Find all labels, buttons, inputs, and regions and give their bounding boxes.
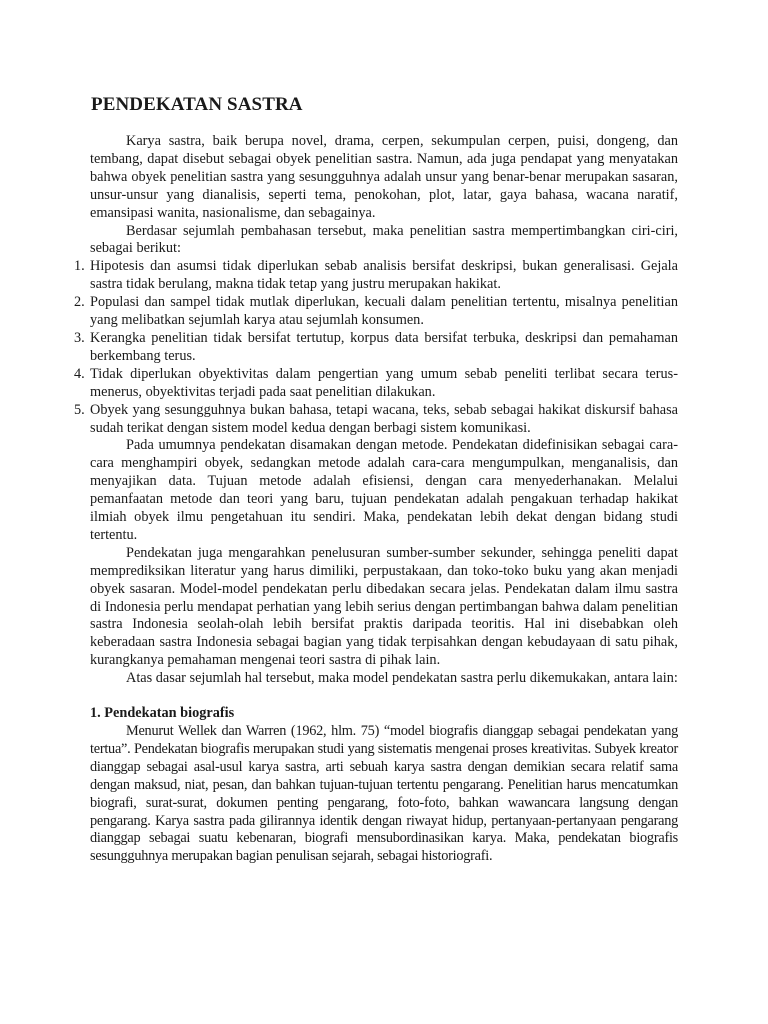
list-item-number: 1.	[74, 258, 85, 275]
section-heading-biografis: 1. Pendekatan biografis	[90, 705, 235, 722]
document-body	[74, 133, 678, 866]
list-item	[74, 330, 678, 366]
list-item-text: Hipotesis dan asumsi tidak diperlukan sebab analisis bersifat deskripsi, bukan generalisasi. Gejala sastra tidak berulang, makna tidak tetap yang justru merupakan hakikat.	[90, 258, 678, 293]
list-item-number: 3.	[74, 329, 85, 346]
list-item-text: Populasi dan sampel tidak mutlak diperlukan, kecuali dalam penelitian tertentu, misalnya penelitian yang melibatkan sejumlah karya atau sejumlah konsumen.	[90, 294, 678, 329]
paragraph-models-lead: Atas dasar sejumlah hal tersebut, maka model pendekatan sastra perlu dikemukakan, antara lain:	[126, 670, 678, 687]
paragraph-approach-method: Pada umumnya pendekatan disamakan dengan metode. Pendekatan didefinisikan sebagai cara-cara menghampiri obyek, sedangkan metode adalah cara-cara mengumpulkan, menganalisis, dan menyajikan data. Tujuan metode adalah efisiensi, dengan cara menyederhanakan. Melalui pemanfaatan metode dan teori yang baru, tujuan pendekatan adalah pengakuan terhadap hakikat ilmiah obyek ilmu pengetahuan itu sendiri. Maka, pendekatan lebih dekat dengan bidang studi tertentu.	[90, 437, 678, 543]
list-item-text: Tidak diperlukan obyektivitas dalam pengertian yang umum sebab peneliti terlibat secara terus-menerus, obyektivitas terjadi pada saat penelitian dilakukan.	[90, 365, 678, 400]
document-title: PENDEKATAN SASTRA	[91, 94, 303, 115]
list-item	[74, 258, 678, 294]
paragraph-biografis: Menurut Wellek dan Warren (1962, hlm. 75) “model biografis dianggap sebagai pendekatan yang tertua”. Pendekatan biografis merupakan studi yang sistematis mengenai proses kreativitas. Subyek kreator dianggap sebagai asal-usul karya sastra, arti sebuah karya sastra dengan demikian secara relatif sama dengan maksud, niat, pesan, dan bahkan tujuan-tujuan tertentu pengarang. Penelitian harus mencatumkan biografi, surat-surat, dokumen penting pengarang, foto-foto, bahkan wawancara langsung dengan pengarang. Karya sastra pada gilirannya identik dengan riwayat hidup, pertanyaan-pertanyaan pengarang dianggap sebagai suatu kebenaran, biografi mensubordinasikan karya. Maka, pendekatan biografis sesungguhnya merupakan bagian penulisan sejarah, sebagai historiografi.	[90, 723, 678, 865]
list-item-number: 5.	[74, 401, 85, 418]
list-item	[74, 366, 678, 402]
paragraph-criteria-lead: Berdasar sejumlah pembahasan tersebut, maka penelitian sastra mempertimbangkan ciri-ciri, sebagai berikut:	[90, 222, 678, 257]
list-item	[74, 402, 678, 438]
paragraph-secondary-sources: Pendekatan juga mengarahkan penelusuran sumber-sumber sekunder, sehingga peneliti dapat memprediksikan literatur yang harus dimiliki, perpustakaan, dan toko-toko buku yang akan menjadi obyek sasaran. Model-model pendekatan perlu dibedakan secara jelas. Pendekatan dalam ilmu sastra di Indonesia perlu mendapat perhatian yang lebih serius dengan pertimbangan bahwa dalam penelitian sastra Indonesia seolah-olah lebih bersifat praktis daripada teoritis. Hal ini disebabkan oleh keberadaan sastra Indonesia sebagai bagian yang tidak terpisahkan dengan kebudayaan di satu pihak, kurangkanya pemahaman mengenai teori sastra di pihak lain.	[90, 544, 678, 669]
list-item-number: 2.	[74, 294, 85, 311]
list-item-text: Obyek yang sesungguhnya bukan bahasa, tetapi wacana, teks, sebab sebagai hakikat diskursif bahasa sudah terikat dengan sistem model kedua dengan berbagi sistem komunikasi.	[90, 401, 678, 436]
criteria-list	[74, 258, 678, 437]
list-item-number: 4.	[74, 365, 85, 382]
paragraph-intro: Karya sastra, baik berupa novel, drama, cerpen, sekumpulan cerpen, puisi, dongeng, dan tembang, dapat disebut sebagai obyek penelitian sastra. Namun, ada juga pendapat yang menyatakan bahwa obyek penelitian sastra yang sesungguhnya adalah unsur yang benar-benar merupakan sasaran, unsur-unsur yang dianalisis, seperti tema, penokohan, plot, latar, gaya bahasa, wacana naratif, emansipasi wanita, nasionalisme, dan sebagainya.	[90, 133, 678, 221]
list-item	[74, 294, 678, 330]
list-item-text: Kerangka penelitian tidak bersifat tertutup, korpus data bersifat terbuka, deskripsi dan pemahaman berkembang terus.	[90, 329, 678, 364]
